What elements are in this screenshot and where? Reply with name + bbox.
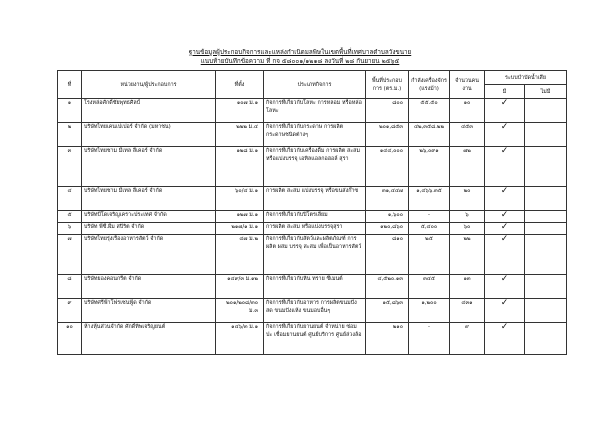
row-address: ๒๐๑/๒๐๘/๓๐ ม.๓ bbox=[216, 299, 264, 323]
row-wastewater-none bbox=[525, 323, 567, 355]
row-agency: บริษัทไทยชาม มีเทล ลีเคอร์ จำกัด bbox=[82, 147, 216, 187]
header-wastewater: ระบบบำบัดน้ำเสีย bbox=[485, 71, 567, 85]
row-wastewater-none bbox=[525, 147, 567, 187]
row-area: ๘๐๐ bbox=[366, 99, 409, 123]
row-address: ๖๐/๔ ม.๑ bbox=[216, 187, 264, 211]
check-mark-icon: ✓ bbox=[500, 210, 509, 220]
row-wastewater-none bbox=[525, 275, 567, 299]
table-row bbox=[58, 187, 567, 211]
row-area: ๑๔๔,๐๐๐ bbox=[366, 147, 409, 187]
row-workers: ๒๐ bbox=[450, 187, 485, 211]
document-title: ฐานข้อมูลผู้ประกอบกิจการและแหล่งกำเนิดมลพิษในเขตพื้นที่เทศบาลตำบลวังขนาย bbox=[188, 49, 412, 56]
header-agency: หน่วยงาน/ผู้ประกอบการ bbox=[82, 71, 216, 99]
row-number: ๙ bbox=[58, 299, 82, 323]
row-number: ๗ bbox=[58, 235, 82, 275]
check-mark-icon: ✓ bbox=[500, 146, 509, 156]
row-address: ๔๗ ม.๒ bbox=[216, 235, 264, 275]
row-workers: ๒๒ bbox=[450, 235, 485, 275]
row-wastewater-none bbox=[525, 99, 567, 123]
row-area: ๒๐๑,๘๕๓ bbox=[366, 123, 409, 147]
header-workers: จำนวนคนงาน bbox=[450, 71, 485, 99]
row-address: ๑๔๙/๓ ม.๑๒ bbox=[216, 275, 264, 299]
table-row bbox=[58, 223, 567, 235]
row-machine-power: ๑,๔๖๖.๓๕ bbox=[409, 187, 450, 211]
row-machine-power: ๓๔๕ bbox=[409, 275, 450, 299]
row-machine-power: ๕,๔๐๐ bbox=[409, 223, 450, 235]
header-business-type: ประเภทกิจการ bbox=[264, 71, 366, 99]
table-row bbox=[58, 235, 567, 275]
row-wastewater-has bbox=[485, 275, 525, 299]
row-wastewater-has bbox=[485, 99, 525, 123]
row-wastewater-none bbox=[525, 187, 567, 211]
row-wastewater-none bbox=[525, 211, 567, 223]
row-workers: ๑๓ bbox=[450, 275, 485, 299]
row-agency: บริษัทไทยเคนเปเปอร์ จำกัด (มหาชน) bbox=[82, 123, 216, 147]
row-agency: บริษัท พีซี.ผีม สปิริต จำกัด bbox=[82, 223, 216, 235]
row-number: ๑ bbox=[58, 99, 82, 123]
table-row bbox=[58, 99, 567, 123]
row-business-type: กิจการที่เกี่ยวกับโลหะ การหลอม หรือหล่อโลหะ bbox=[264, 99, 366, 123]
row-area: ๑๕,๘๖๓ bbox=[366, 299, 409, 323]
header-has: มี bbox=[485, 85, 525, 99]
row-wastewater-has bbox=[485, 235, 525, 275]
row-area: ๑,๖๐๐ bbox=[366, 211, 409, 223]
row-workers: ๑๐ bbox=[450, 99, 485, 123]
row-area: ๔,๕๒๐.๑๓ bbox=[366, 275, 409, 299]
row-address: ๑๒๗ ม.๑ bbox=[216, 211, 264, 223]
row-number: ๖ bbox=[58, 223, 82, 235]
table-row bbox=[58, 275, 567, 299]
pollution-source-table bbox=[57, 70, 567, 355]
row-agency: บริษัทศรีฟ้าโฟรเซนฟู้ด จำกัด bbox=[82, 299, 216, 323]
check-mark-icon: ✓ bbox=[500, 222, 509, 232]
row-address: ๒๑๗/๑ ม.๑ bbox=[216, 223, 264, 235]
header-no: ที่ bbox=[58, 71, 82, 99]
row-business-type: กิจการที่เกี่ยวกับกระดาษ การผลิต กระดาษชนิดต่างๆ bbox=[264, 123, 366, 147]
row-number: ๒ bbox=[58, 123, 82, 147]
row-wastewater-none bbox=[525, 123, 567, 147]
check-mark-icon: ✓ bbox=[500, 322, 509, 332]
row-number: ๓ bbox=[58, 147, 82, 187]
row-address: ๑๔๖/๓ ม.๑ bbox=[216, 323, 264, 355]
row-address: ๑๐๗ ม.๑ bbox=[216, 99, 264, 123]
row-area: ๓๑,๔๔๗ bbox=[366, 187, 409, 211]
row-business-type: กิจการที่เกี่ยวกับปิโตรเลียม bbox=[264, 211, 366, 223]
check-mark-icon: ✓ bbox=[500, 186, 509, 196]
row-wastewater-has bbox=[485, 123, 525, 147]
row-machine-power: ๑,๒๐๐ bbox=[409, 299, 450, 323]
row-workers: ๖ bbox=[450, 211, 485, 223]
row-area: ๒๑๐ bbox=[366, 323, 409, 355]
table-row bbox=[58, 211, 567, 223]
row-number: ๑๐ bbox=[58, 323, 82, 355]
row-workers: ๔๓๑ bbox=[450, 299, 485, 323]
table-row bbox=[58, 323, 567, 355]
row-workers: ๙ bbox=[450, 323, 485, 355]
table-row bbox=[58, 123, 567, 147]
row-agency: บริษัทยองคอนกรีต จำกัด bbox=[82, 275, 216, 299]
row-machine-power: ๕๕.๕๐ bbox=[409, 99, 450, 123]
row-area: ๘๑๐ bbox=[366, 235, 409, 275]
row-wastewater-none bbox=[525, 299, 567, 323]
row-workers: ๗๒ bbox=[450, 147, 485, 187]
row-machine-power: ๔๒,๓๕๘.๒๒ bbox=[409, 123, 450, 147]
row-machine-power: ๒๖,๐๙๑ bbox=[409, 147, 450, 187]
row-wastewater-has bbox=[485, 187, 525, 211]
row-business-type: การผลิต สะสม แบ่งบรรจุ หรือขนส่งก๊าซ bbox=[264, 187, 366, 211]
row-machine-power: - bbox=[409, 211, 450, 223]
row-wastewater-none bbox=[525, 223, 567, 235]
row-business-type: กิจการที่เกี่ยวกับเครื่องดื่ม การผลิต สะสม หรือแบ่งบรรจุ เอทิลแอลกอฮอล์ สุรา bbox=[264, 147, 366, 187]
header-none: ไม่มี bbox=[525, 85, 567, 99]
row-wastewater-has bbox=[485, 323, 525, 355]
check-mark-icon: ✓ bbox=[500, 298, 509, 308]
row-wastewater-has bbox=[485, 147, 525, 187]
row-area: ๑๒๐,๘๖๐ bbox=[366, 223, 409, 235]
row-wastewater-has bbox=[485, 299, 525, 323]
row-agency: บริษัทบีโดเจริญเคราะประเทศ จำกัด bbox=[82, 211, 216, 223]
table-row bbox=[58, 147, 567, 187]
row-wastewater-none bbox=[525, 235, 567, 275]
check-mark-icon: ✓ bbox=[500, 234, 509, 244]
row-agency: บริษัทไทยชาม มีเทล ลีเคอร์ จำกัด bbox=[82, 187, 216, 211]
row-machine-power: ๒๕ bbox=[409, 235, 450, 275]
row-business-type: กิจการที่เกี่ยวกับอาหาร การผลิตขนมปังสด ขนมปังแห้ง ขนมอบอื่นๆ bbox=[264, 299, 366, 323]
row-business-type: การผลิต สะสม หรือแบ่งบรรจุสุรา bbox=[264, 223, 366, 235]
header-area: พื้นที่ประกอบการ (ตร.ม.) bbox=[366, 71, 409, 99]
row-wastewater-has bbox=[485, 211, 525, 223]
row-wastewater-has bbox=[485, 223, 525, 235]
document-subtitle: แนบท้ายบันทึกข้อความ ที่ กจ ๕๘๐๐๑/๑๒๑๘ ลงวันที่ ๒๘ กันยายน ๒๕๖๕ bbox=[200, 58, 400, 65]
check-mark-icon: ✓ bbox=[500, 274, 509, 284]
header-machine-power: กำลังเครื่องจักร (แรงม้า) bbox=[409, 71, 450, 99]
row-business-type: กิจการที่เกี่ยวกับหิน ทราย ซีเมนต์ bbox=[264, 275, 366, 299]
table-row bbox=[58, 299, 567, 323]
check-mark-icon: ✓ bbox=[500, 98, 509, 108]
check-mark-icon: ✓ bbox=[500, 122, 509, 132]
row-business-type: กิจการที่เกี่ยวกับยานยนต์ จำหน่าย ซ่อม ปะ เชื่อมยานยนต์ ศูนย์บริการ ศูนย์ล่วงล้อ bbox=[264, 323, 366, 355]
row-number: ๘ bbox=[58, 275, 82, 299]
row-machine-power: - bbox=[409, 323, 450, 355]
row-address: ๒๒๒ ม.๔ bbox=[216, 123, 264, 147]
row-workers: ๔๕๓ bbox=[450, 123, 485, 147]
row-address: ๑๒๘ ม.๑ bbox=[216, 147, 264, 187]
row-agency: โรงหล่อศักดิ์ชัยพุทธศิลป์ bbox=[82, 99, 216, 123]
header-address: ที่ตั้ง bbox=[216, 71, 264, 99]
row-number: ๕ bbox=[58, 211, 82, 223]
row-business-type: กิจการที่เกี่ยวกับสัตว์และผลิตภัณฑ์ การผลิต ผสม บรรจุ สะสม เพื่อเป็นอาหารสัตว์ bbox=[264, 235, 366, 275]
row-number: ๔ bbox=[58, 187, 82, 211]
row-agency: บริษัทไทยรุ่งเรืองอาหารสัตว์ จำกัด bbox=[82, 235, 216, 275]
row-agency: ห้างหุ้นส่วนจำกัด ศักดิ์ทิพเจริญยนต์ bbox=[82, 323, 216, 355]
row-workers: ๖๐ bbox=[450, 223, 485, 235]
